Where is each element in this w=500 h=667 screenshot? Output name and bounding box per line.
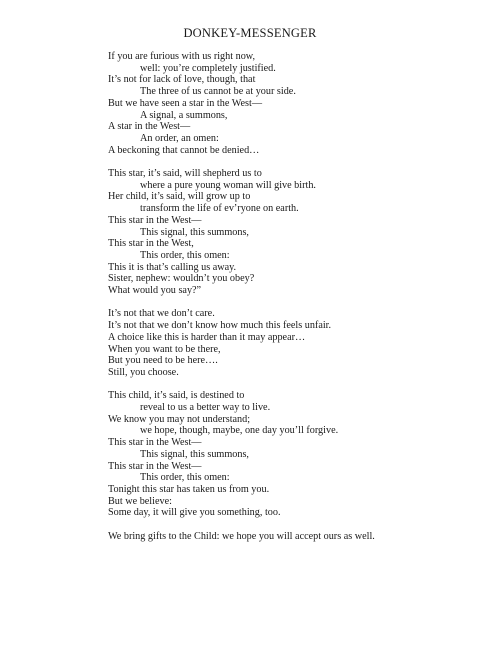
poem-line: A beckoning that cannot be denied… bbox=[108, 144, 260, 156]
poem-line: reveal to us a better way to live. bbox=[140, 402, 271, 414]
poem-line: Her child, it’s said, will grow up to bbox=[108, 191, 251, 203]
poem-line: This it is that’s calling us away. bbox=[108, 261, 237, 273]
poem-line: This signal, this summons, bbox=[140, 226, 249, 238]
poem-line: An order, an omen: bbox=[140, 132, 219, 144]
poem-stanza bbox=[108, 51, 488, 156]
poem-line: transform the life of ev’ryone on earth. bbox=[140, 203, 299, 215]
poem-line: Sister, nephew: wouldn’t you obey? bbox=[108, 273, 255, 285]
poem-line: This order, this omen: bbox=[140, 249, 230, 261]
poem-stanza bbox=[108, 390, 488, 519]
poem-line: We know you may not understand; bbox=[108, 413, 251, 425]
poem-line: It’s not for lack of love, though, that bbox=[108, 74, 256, 86]
poem-stanza bbox=[108, 308, 488, 378]
poem-line: Some day, it will give you something, too. bbox=[108, 507, 281, 519]
poem-line: we hope, though, maybe, one day you’ll forgive. bbox=[140, 425, 339, 437]
poem-line: well: you’re completely justified. bbox=[140, 62, 276, 74]
poem-line: where a pure young woman will give birth. bbox=[140, 179, 316, 191]
poem-line: It’s not that we don’t know how much this feels unfair. bbox=[108, 320, 332, 332]
poem-stanza bbox=[108, 531, 488, 543]
poem-line: It’s not that we don’t care. bbox=[108, 308, 215, 320]
poem-line: This star in the West— bbox=[108, 437, 202, 449]
poem-line: Still, you choose. bbox=[108, 366, 179, 378]
poem-line: This star, it’s said, will shepherd us to bbox=[108, 168, 262, 180]
poem-line: What would you say?” bbox=[108, 285, 202, 297]
poem-line: The three of us cannot be at your side. bbox=[140, 86, 296, 98]
poem-line: If you are furious with us right now, bbox=[108, 51, 256, 62]
poem-line: When you want to be there, bbox=[108, 343, 221, 355]
poem-line: This star in the West, bbox=[108, 238, 194, 250]
poem-line: This star in the West— bbox=[108, 214, 202, 226]
poem-body bbox=[108, 51, 488, 554]
poem-line: But we have seen a star in the West— bbox=[108, 97, 263, 109]
poem-line: But we believe: bbox=[108, 495, 172, 507]
poem-line: A signal, a summons, bbox=[140, 109, 228, 121]
poem-stanza bbox=[108, 168, 488, 297]
poem-line: This signal, this summons, bbox=[140, 448, 249, 460]
poem-line: A choice like this is harder than it may appear… bbox=[108, 331, 306, 343]
poem-line: A star in the West— bbox=[108, 121, 191, 133]
poem-line: We bring gifts to the Child: we hope you will accept ours as well. bbox=[108, 530, 375, 542]
poem-line: But you need to be here…. bbox=[108, 355, 218, 367]
poem-line: Tonight this star has taken us from you. bbox=[108, 483, 270, 495]
poem-line: This child, it’s said, is destined to bbox=[108, 390, 245, 402]
poem-line: This order, this omen: bbox=[140, 472, 230, 484]
poem-title: DONKEY-MESSENGER bbox=[183, 26, 317, 40]
poem-line: This star in the West— bbox=[108, 460, 202, 472]
